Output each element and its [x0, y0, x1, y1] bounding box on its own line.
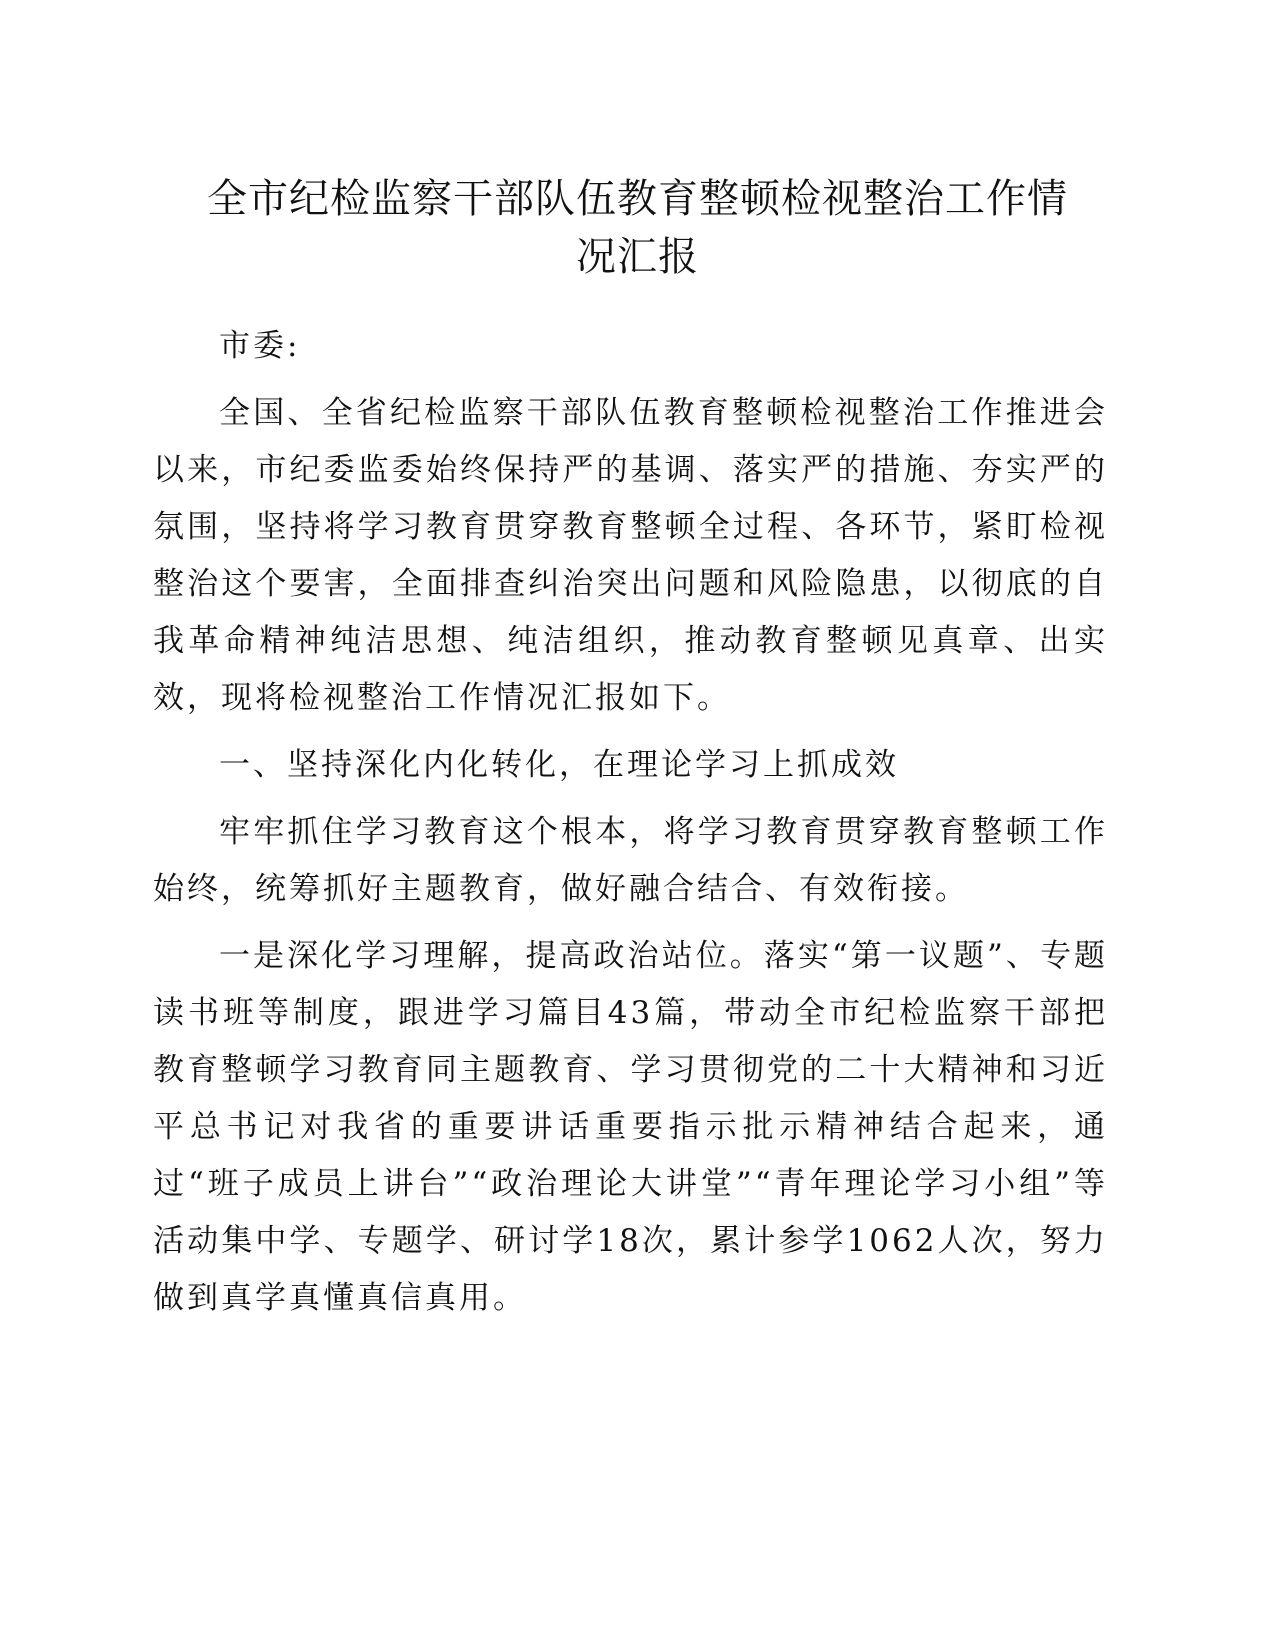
paragraph-section-1: 牢牢抓住学习教育这个根本，将学习教育贯穿教育整顿工作始终，统筹抓好主题教育，做好融合结合、有效衔接。 [153, 814, 1108, 907]
salutation: 市委: [219, 328, 301, 364]
section-heading-1: 一、坚持深化内化转化，在理论学习上抓成效 [219, 747, 899, 783]
title-line-1: 全市纪检监察干部队伍教育整顿检视整治工作情 [207, 176, 1068, 222]
title-line-2: 况汇报 [576, 234, 699, 280]
document-body [153, 318, 1108, 1337]
document-title [130, 170, 1145, 286]
paragraph-intro: 全国、全省纪检监察干部队伍教育整顿检视整治工作推进会以来，市纪委监委始终保持严的基调、落实严的措施、夯实严的氛围，坚持将学习教育贯穿教育整顿全过程、各环节，紧盯检视整治这个要害，全面排查纠治突出问题和风险隐患，以彻底的自我革命精神纯洁思想、纯洁组织，推动教育整顿见真章、出实效，现将检视整治工作情况汇报如下。 [153, 395, 1108, 716]
paragraph-point-1: 一是深化学习理解，提高政治站位。落实“第一议题”、专题读书班等制度，跟进学习篇目43篇，带动全市纪检监察干部把教育整顿学习教育同主题教育、学习贯彻党的二十大精神和习近平总书记对我省的重要讲话重要指示批示精神结合起来，通过“班子成员上讲台”“政治理论大讲堂”“青年理论学习小组”等活动集中学、专题学、研讨学18次，累计参学1062人次，努力做到真学真懂真信真用。 [153, 938, 1108, 1316]
